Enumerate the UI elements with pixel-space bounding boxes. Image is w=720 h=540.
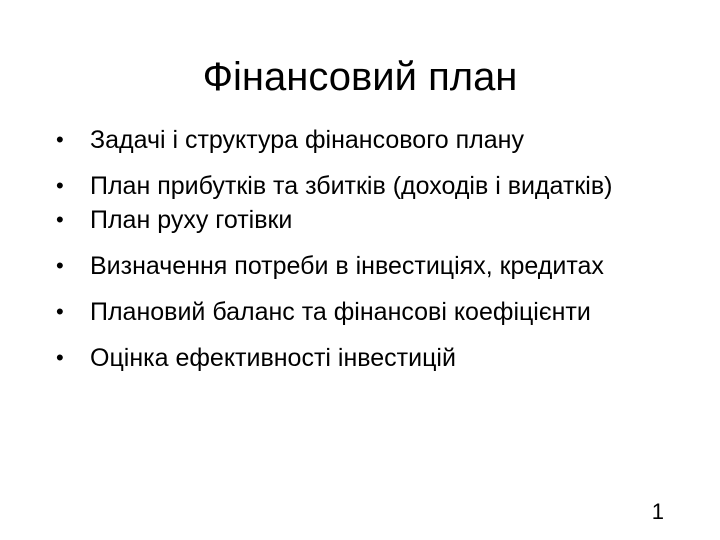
list-item	[56, 250, 636, 282]
bullet-dot-icon: •	[56, 299, 64, 324]
bullet-text: Задачі і структура фінансового плану	[90, 126, 524, 154]
list-item	[56, 204, 636, 236]
bullet-dot-icon: •	[56, 253, 64, 278]
bullet-dot-icon: •	[56, 345, 64, 370]
bullet-text: План руху готівки	[90, 206, 293, 234]
bullet-text: План прибутків та збитків (доходів і видатків)	[90, 172, 613, 200]
slide-title: Фінансовий план	[202, 55, 518, 99]
bullet-dot-icon: •	[56, 127, 64, 152]
bullet-text: Визначення потреби в інвестиціях, кредитах	[90, 252, 604, 280]
list-item	[56, 342, 636, 374]
list-item	[56, 296, 636, 328]
list-item	[56, 170, 636, 202]
list-item	[56, 124, 636, 156]
bullet-dot-icon: •	[56, 207, 64, 232]
bullet-dot-icon: •	[56, 173, 64, 198]
bullet-list	[56, 124, 636, 388]
bullet-text: Плановий баланс та фінансові коефіцієнти	[90, 298, 591, 326]
page-number: 1	[651, 499, 664, 524]
bullet-text: Оцінка ефективності інвестицій	[90, 344, 456, 372]
